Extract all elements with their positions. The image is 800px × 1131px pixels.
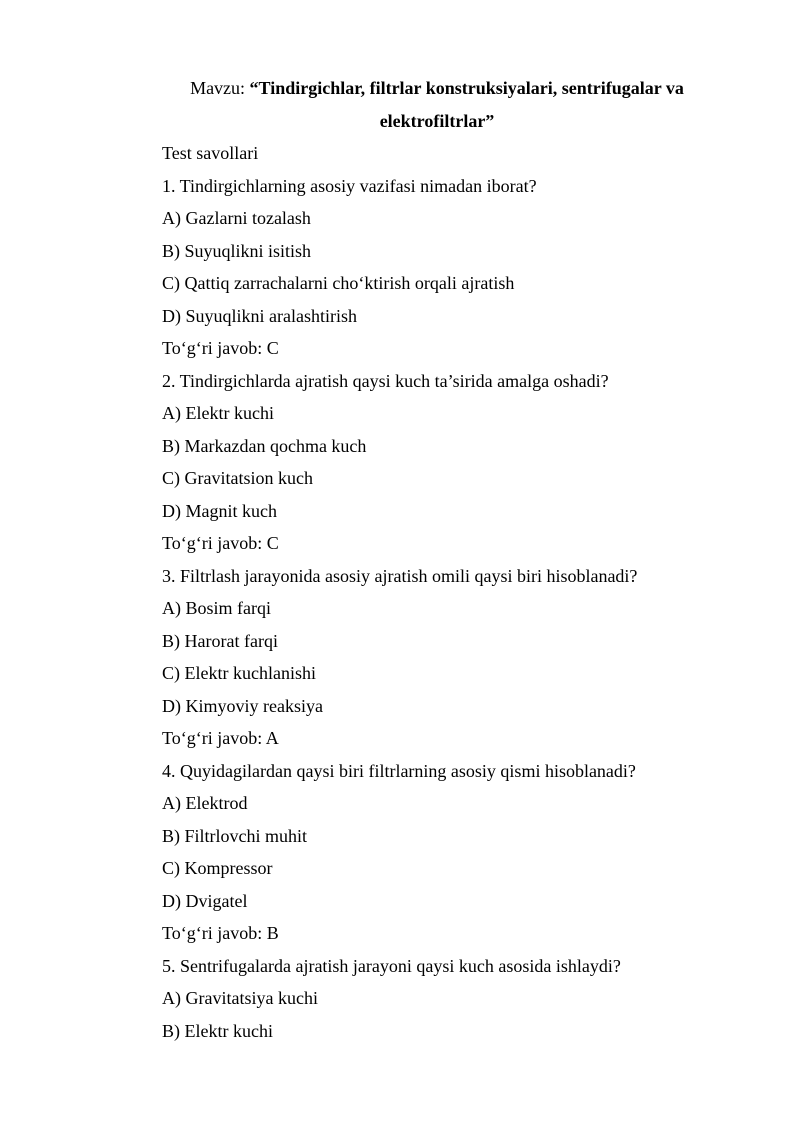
correct-answer: To‘g‘ri javob: C (162, 533, 279, 553)
title-topic-part-1: “Tindirgichlar, filtrlar konstruksiyalari, sentrifugalar va (249, 78, 684, 98)
answer-option: B) Suyuqlikni isitish (162, 240, 312, 261)
question-text: 4. Quyidagilardan qaysi biri filtrlarning asosiy qismi hisoblanadi? (162, 760, 636, 781)
correct-answer: To‘g‘ri javob: C (162, 338, 279, 358)
answer-option: C) Kompressor (162, 858, 273, 878)
correct-answer: To‘g‘ri javob: A (162, 728, 279, 748)
question-text: 5. Sentrifugalarda ajratish jarayoni qaysi kuch asosida ishlaydi? (162, 955, 621, 976)
title-prefix: Mavzu: (190, 78, 250, 98)
question-text: 3. Filtrlash jarayonida asosiy ajratish omili qaysi biri hisoblanadi? (162, 565, 638, 586)
answer-option: B) Filtrlovchi muhit (162, 825, 308, 846)
answer-option: C) Elektr kuchlanishi (162, 663, 316, 683)
answer-option: A) Gravitatsiya kuchi (162, 988, 318, 1008)
answer-option: B) Markazdan qochma kuch (162, 435, 367, 456)
answer-option: D) Suyuqlikni aralashtirish (162, 305, 357, 326)
answer-option: D) Magnit kuch (162, 500, 277, 521)
question-text: 1. Tindirgichlarning asosiy vazifasi nimadan iborat? (162, 175, 537, 196)
title-line-2 (162, 105, 712, 138)
answer-option: A) Elektr kuchi (162, 403, 274, 423)
section-heading: Test savollari (162, 143, 259, 163)
answer-option: A) Elektrod (162, 793, 248, 813)
answer-option: C) Qattiq zarrachalarni cho‘ktirish orqali ajratish (162, 273, 515, 293)
answer-option: B) Elektr kuchi (162, 1020, 273, 1041)
document-title (162, 72, 712, 137)
answer-option: A) Bosim farqi (162, 598, 271, 618)
title-line-1 (162, 72, 712, 105)
question-text: 2. Tindirgichlarda ajratish qaysi kuch ta’sirida amalga oshadi? (162, 370, 609, 391)
answer-option: C) Gravitatsion kuch (162, 468, 313, 488)
answer-option: A) Gazlarni tozalash (162, 208, 311, 228)
answer-option: D) Kimyoviy reaksiya (162, 695, 323, 716)
title-topic-part-2: elektrofiltrlar” (379, 110, 495, 131)
answer-option: B) Harorat farqi (162, 630, 278, 651)
answer-option: D) Dvigatel (162, 890, 248, 911)
correct-answer: To‘g‘ri javob: B (162, 923, 279, 943)
test-content (162, 137, 762, 1047)
